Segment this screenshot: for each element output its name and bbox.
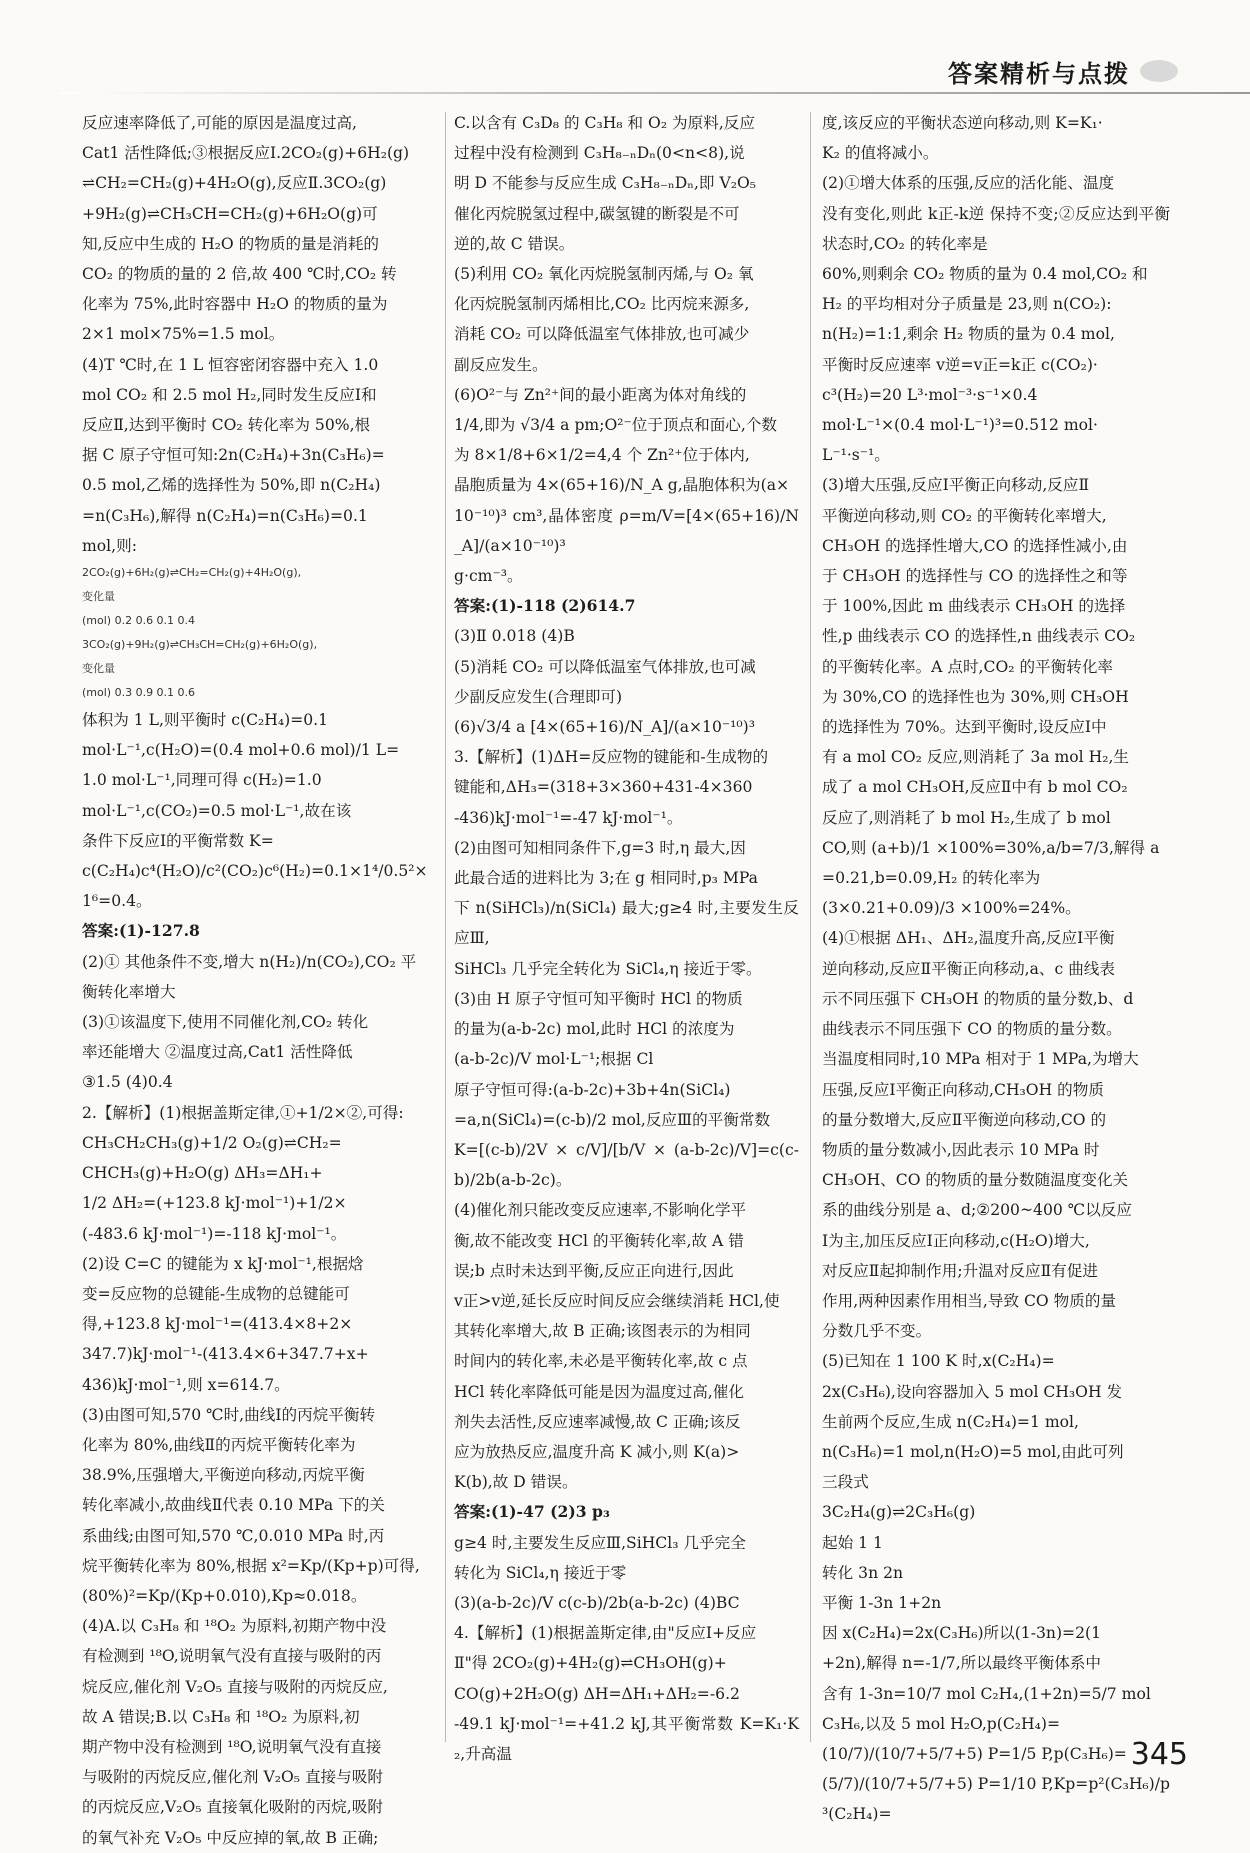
text-line: 答案:(1)-127.8: [82, 921, 200, 941]
text-line: -49.1 kJ·mol⁻¹=+41.2 kJ,其平衡常数 K=K₁·K₂,升高温: [454, 1714, 799, 1763]
text-line: (3)由 H 原子守恒可知平衡时 HCl 的物质: [454, 989, 743, 1008]
text-line: 1/2 ΔH₂=(+123.8 kJ·mol⁻¹)+1/2×: [82, 1194, 347, 1213]
text-line: (5)消耗 CO₂ 可以降低温室气体排放,也可减: [454, 657, 756, 676]
text-line: =0.21,b=0.09,H₂ 的转化率为: [822, 869, 1041, 888]
text-line: 其转化率增大,故 B 正确;该图表示的为相同: [454, 1322, 751, 1341]
text-line: 度,该反应的平衡状态逆向移动,则 K=K₁·: [822, 114, 1103, 132]
text-line: 逆向移动,反应Ⅱ平衡正向移动,a、c 曲线表: [822, 959, 1115, 978]
text-line: Ⅱ"得 2CO₂(g)+4H₂(g)⇌CH₃OH(g)+: [454, 1654, 727, 1673]
text-line: 烷反应,催化剂 V₂O₅ 直接与吸附的丙烷反应,: [82, 1677, 388, 1696]
text-line: 故 A 错误;B.以 C₃H₈ 和 ¹⁸O₂ 为原料,初: [82, 1707, 360, 1726]
text-line: 晶胞质量为 4×(65+16)/N_A g,晶胞体积为(a×: [454, 476, 790, 495]
text-line: 系曲线;由图可知,570 ℃,0.010 MPa 时,丙: [82, 1526, 385, 1545]
text-line: 化率为 80%,曲线Ⅱ的丙烷平衡转化率为: [82, 1435, 356, 1454]
text-line: 化丙烷脱氢制丙烯相比,CO₂ 比丙烷来源多,: [454, 295, 750, 314]
text-line: 时间内的转化率,未必是平衡转化率,故 c 点: [454, 1352, 748, 1371]
text-line: (10/7)/(10/7+5/7+5) P=1/5 P,p(C₃H₆)=: [822, 1744, 1127, 1763]
text-line: (mol) 0.2 0.6 0.1 0.4: [82, 614, 196, 628]
text-line: 三段式: [822, 1473, 869, 1492]
book-logo-icon: [1140, 60, 1178, 82]
text-line: H₂ 的平均相对分子质量是 23,则 n(CO₂):: [822, 295, 1112, 314]
text-line: n(H₂)=1:1,剩余 H₂ 物质的量为 0.4 mol,: [822, 325, 1115, 344]
text-line: 转化率减小,故曲线Ⅱ代表 0.10 MPa 下的关: [82, 1496, 385, 1515]
text-line: 3.【解析】(1)ΔH=反应物的键能和-生成物的: [454, 748, 769, 767]
text-line: 2x(C₃H₆),设向容器加入 5 mol CH₃OH 发: [822, 1382, 1123, 1401]
text-line: 2.【解析】(1)根据盖斯定律,①+1/2×②,可得:: [82, 1103, 404, 1122]
text-line: 3CO₂(g)+9H₂(g)⇌CH₃CH=CH₂(g)+6H₂O(g),: [82, 638, 318, 652]
text-line: 示不同压强下 CH₃OH 的物质的量分数,b、d: [822, 989, 1134, 1008]
text-line: 体积为 1 L,则平衡时 c(C₂H₄)=0.1: [82, 711, 329, 730]
text-line: 反应Ⅱ,达到平衡时 CO₂ 转化率为 50%,根: [82, 416, 371, 435]
text-line: 于 100%,因此 m 曲线表示 CH₃OH 的选择: [822, 597, 1126, 616]
text-line: 分数几乎不变。: [822, 1322, 932, 1341]
text-line: mol·L⁻¹×(0.4 mol·L⁻¹)³=0.512 mol·: [822, 416, 1098, 435]
page-number: 345: [1130, 1737, 1188, 1772]
text-line: 知,反应中生成的 H₂O 的物质的量是消耗的: [82, 234, 380, 253]
text-line: 转化为 SiCl₄,η 接近于零: [454, 1563, 627, 1582]
text-line: (2)设 C=C 的键能为 x kJ·mol⁻¹,根据焓: [82, 1254, 364, 1273]
text-line: 10⁻¹⁰)³ cm³,晶体密度 ρ=m/V=[4×(65+16)/N_A]/(a×10⁻¹⁰)³: [454, 506, 799, 555]
header-rule: [60, 92, 1250, 94]
text-line: 衡,故不能改变 HCl 的平衡转化率,故 A 错: [454, 1231, 744, 1250]
header-title: 答案精析与点拨: [948, 60, 1130, 88]
text-line: 38.9%,压强增大,平衡逆向移动,丙烷平衡: [82, 1466, 365, 1485]
text-line: (2)①增大体系的压强,反应的活化能、温度: [822, 174, 1115, 193]
text-line: 3C₂H₄(g)⇌2C₃H₆(g): [822, 1503, 976, 1522]
text-line: 剂失去活性,反应速率减慢,故 C 正确;该反: [454, 1412, 741, 1431]
text-line: (4)T ℃时,在 1 L 恒容密闭容器中充入 1.0: [82, 355, 379, 374]
text-line: CO₂ 的物质的量的 2 倍,故 400 ℃时,CO₂ 转: [82, 265, 397, 284]
text-line: (4)催化剂只能改变反应速率,不影响化学平: [454, 1201, 747, 1220]
text-line: (3)由图可知,570 ℃时,曲线Ⅰ的丙烷平衡转: [82, 1405, 376, 1424]
text-column-middle: [454, 108, 799, 1763]
text-line: 系的曲线分别是 a、d;②200~400 ℃以反应: [822, 1201, 1132, 1220]
text-line: (3)增大压强,反应Ⅰ平衡正向移动,反应Ⅱ: [822, 476, 1090, 495]
text-column-left: [82, 108, 437, 1847]
text-line: (5)已知在 1 100 K 时,x(C₂H₄)=: [822, 1352, 1055, 1371]
text-line: 期产物中没有检测到 ¹⁸O,说明氧气没有直接: [82, 1737, 382, 1756]
text-line: (3)①该温度下,使用不同催化剂,CO₂ 转化: [82, 1013, 369, 1032]
text-line: 平衡时反应速率 v逆=v正=k正 c(CO₂)·: [822, 355, 1098, 374]
text-line: 率还能增大 ②温度过高,Cat1 活性降低: [82, 1043, 353, 1062]
text-line: n(C₃H₆)=1 mol,n(H₂O)=5 mol,由此可列: [822, 1442, 1124, 1461]
text-line: 当温度相同时,10 MPa 相对于 1 MPa,为增大: [822, 1050, 1139, 1069]
text-line: 消耗 CO₂ 可以降低温室气体排放,也可减少: [454, 325, 750, 344]
text-line: C.以含有 C₃D₈ 的 C₃H₈ 和 O₂ 为原料,反应: [454, 114, 755, 132]
text-line: 347.7)kJ·mol⁻¹-(413.4×6+347.7+x+: [82, 1345, 369, 1364]
text-line: (5)利用 CO₂ 氧化丙烷脱氢制丙烯,与 O₂ 氧: [454, 265, 754, 284]
text-line: (2)① 其他条件不变,增大 n(H₂)/n(CO₂),CO₂ 平: [82, 952, 417, 971]
text-line: ③1.5 (4)0.4: [82, 1073, 173, 1092]
text-line: 变=反应物的总键能-生成物的总键能可: [82, 1284, 350, 1303]
text-line: mol CO₂ 和 2.5 mol H₂,同时发生反应Ⅰ和: [82, 385, 377, 404]
text-line: 436)kJ·mol⁻¹,则 x=614.7。: [82, 1375, 290, 1394]
text-line: 应为放热反应,温度升高 K 减小,则 K(a)>: [454, 1442, 740, 1461]
text-line: (80%)²=Kp/(Kp+0.010),Kp≈0.018。: [82, 1586, 367, 1605]
text-line: mol·L⁻¹,c(CO₂)=0.5 mol·L⁻¹,故在该: [82, 801, 352, 820]
text-line: HCl 转化率降低可能是因为温度过高,催化: [454, 1382, 744, 1401]
text-line: 起始 1 1: [822, 1533, 883, 1552]
text-line: 1.0 mol·L⁻¹,同理可得 c(H₂)=1.0: [82, 771, 322, 790]
text-line: ⇌CH₂=CH₂(g)+4H₂O(g),反应Ⅱ.3CO₂(g): [82, 174, 387, 193]
text-line: c(C₂H₄)c⁴(H₂O)/c²(CO₂)c⁶(H₂)=0.1×1⁴/0.5²×1⁶=0.4。: [82, 862, 428, 911]
text-line: K=[(c-b)/2V × c/V]/[b/V × (a-b-2c)/V]=c(c-b)/2b(a-b-2c)。: [454, 1140, 799, 1190]
text-line: K(b),故 D 错误。: [454, 1473, 578, 1492]
text-line: 的量分数增大,反应Ⅱ平衡逆向移动,CO 的: [822, 1110, 1107, 1129]
text-line: K₂ 的值将减小。: [822, 144, 939, 163]
text-line: g≥4 时,主要发生反应Ⅲ,SiHCl₃ 几乎完全: [454, 1533, 746, 1552]
text-line: 60%,则剩余 CO₂ 物质的量为 0.4 mol,CO₂ 和: [822, 265, 1148, 284]
text-line: +2n),解得 n=-1/7,所以最终平衡体系中: [822, 1654, 1101, 1673]
text-line: 生前两个反应,生成 n(C₂H₄)=1 mol,: [822, 1412, 1079, 1431]
text-line: 平衡逆向移动,则 CO₂ 的平衡转化率增大,: [822, 506, 1107, 525]
text-line: (mol) 0.3 0.9 0.1 0.6: [82, 686, 196, 700]
text-line: (-483.6 kJ·mol⁻¹)=-118 kJ·mol⁻¹。: [82, 1224, 347, 1243]
text-line: 少副反应发生(合理即可): [454, 687, 623, 706]
text-line: 条件下反应Ⅰ的平衡常数 K=: [82, 831, 274, 850]
text-line: 2×1 mol×75%=1.5 mol。: [82, 325, 285, 344]
text-line: 对反应Ⅱ起抑制作用;升温对反应Ⅱ有促进: [822, 1261, 1098, 1280]
text-line: 答案:(1)-47 (2)3 p₃: [454, 1502, 610, 1522]
text-line: 副反应发生。: [454, 355, 548, 374]
text-line: 转化 3n 2n: [822, 1563, 904, 1582]
text-line: (4)A.以 C₃H₈ 和 ¹⁸O₂ 为原料,初期产物中没: [82, 1617, 387, 1636]
text-line: 变化量: [82, 662, 115, 676]
text-line: 据 C 原子守恒可知:2n(C₂H₄)+3n(C₃H₆)=: [82, 446, 385, 465]
text-line: mol·L⁻¹,c(H₂O)=(0.4 mol+0.6 mol)/1 L=: [82, 741, 400, 760]
text-line: 性,p 曲线表示 CO 的选择性,n 曲线表示 CO₂: [822, 627, 1136, 646]
text-line: (a-b-2c)/V mol·L⁻¹;根据 Cl: [454, 1050, 654, 1069]
text-line: =a,n(SiCl₄)=(c-b)/2 mol,反应Ⅲ的平衡常数: [454, 1110, 771, 1129]
text-line: 物质的量分数减小,因此表示 10 MPa 时: [822, 1140, 1100, 1159]
text-line: 答案:(1)-118 (2)614.7: [454, 596, 636, 616]
text-line: 反应速率降低了,可能的原因是温度过高,: [82, 114, 358, 132]
text-line: 为 30%,CO 的选择性也为 30%,则 CH₃OH: [822, 687, 1129, 706]
text-line: g·cm⁻³。: [454, 567, 523, 586]
text-line: (3)Ⅱ 0.018 (4)B: [454, 627, 575, 646]
text-line: 压强,反应Ⅰ平衡正向移动,CH₃OH 的物质: [822, 1080, 1104, 1099]
text-line: (5/7)/(10/7+5/7+5) P=1/10 P,Kp=p²(C₃H₆)/p³(C₂H₄)=: [822, 1775, 1170, 1824]
text-line: 误;b 点时未达到平衡,反应正向进行,因此: [454, 1261, 734, 1280]
text-line: 1/4,即为 √3/4 a pm;O²⁻位于顶点和面心,个数: [454, 416, 778, 435]
text-line: 此最合适的进料比为 3;在 g 相同时,p₃ MPa: [454, 869, 758, 888]
text-line: mol,则:: [82, 536, 137, 555]
text-line: 有 a mol CO₂ 反应,则消耗了 3a mol H₂,生: [822, 748, 1130, 767]
text-line: 没有变化,则此 k正-k逆 保持不变;②反应达到平衡状态时,CO₂ 的转化率是: [822, 204, 1170, 253]
text-line: 化率为 75%,此时容器中 H₂O 的物质的量为: [82, 295, 388, 314]
text-line: (6)O²⁻与 Zn²⁺间的最小距离为体对角线的: [454, 385, 747, 404]
text-line: 与吸附的丙烷反应,催化剂 V₂O₅ 直接与吸附: [82, 1768, 383, 1787]
text-line: c³(H₂)=20 L³·mol⁻³·s⁻¹×0.4: [822, 385, 1038, 404]
text-line: CH₃CH₂CH₃(g)+1/2 O₂(g)⇌CH₂=: [82, 1133, 342, 1152]
text-line: 逆的,故 C 错误。: [454, 234, 575, 253]
text-line: C₃H₆,以及 5 mol H₂O,p(C₂H₄)=: [822, 1714, 1061, 1733]
text-line: SiHCl₃ 几乎完全转化为 SiCl₄,η 接近于零。: [454, 959, 762, 978]
column-divider: [810, 112, 811, 1742]
text-line: 催化丙烷脱氢过程中,碳氢键的断裂是不可: [454, 204, 740, 223]
text-line: 原子守恒可得:(a-b-2c)+3b+4n(SiCl₄): [454, 1080, 731, 1099]
text-line: 的平衡转化率。A 点时,CO₂ 的平衡转化率: [822, 657, 1114, 676]
text-line: Cat1 活性降低;③根据反应Ⅰ.2CO₂(g)+6H₂(g): [82, 144, 410, 163]
text-line: (2)由图可知相同条件下,g=3 时,η 最大,因: [454, 838, 746, 857]
text-line: 作用,两种因素作用相当,导致 CO 物质的量: [822, 1291, 1117, 1310]
text-line: (3×0.21+0.09)/3 ×100%=24%。: [822, 899, 1081, 918]
text-line: 4.【解析】(1)根据盖斯定律,由"反应Ⅰ+反应: [454, 1624, 757, 1643]
text-line: 键能和,ΔH₃=(318+3×360+431-4×360: [454, 778, 753, 797]
text-line: 的选择性为 70%。达到平衡时,设反应Ⅰ中: [822, 718, 1107, 737]
text-line: 2CO₂(g)+6H₂(g)⇌CH₂=CH₂(g)+4H₂O(g),: [82, 566, 302, 580]
text-line: 烷平衡转化率为 80%,根据 x²=Kp/(Kp+p)可得,: [82, 1556, 420, 1575]
text-line: +9H₂(g)⇌CH₃CH=CH₂(g)+6H₂O(g)可: [82, 204, 378, 223]
text-line: CO(g)+2H₂O(g) ΔH=ΔH₁+ΔH₂=-6.2: [454, 1684, 740, 1703]
text-line: (3)(a-b-2c)/V c(c-b)/2b(a-b-2c) (4)BC: [454, 1593, 740, 1612]
text-line: Ⅰ为主,加压反应Ⅰ正向移动,c(H₂O)增大,: [822, 1231, 1090, 1250]
text-line: 曲线表示不同压强下 CO 的物质的量分数。: [822, 1020, 1122, 1039]
text-line: 成了 a mol CH₃OH,反应Ⅱ中有 b mol CO₂: [822, 778, 1128, 797]
text-line: 下 n(SiHCl₃)/n(SiCl₄) 最大;g≥4 时,主要发生反应Ⅲ,: [454, 899, 799, 948]
text-line: (6)√3/4 a [4×(65+16)/N_A]/(a×10⁻¹⁰)³: [454, 718, 755, 737]
text-line: 于 CH₃OH 的选择性与 CO 的选择性之和等: [822, 567, 1128, 586]
column-divider: [445, 112, 446, 1742]
text-line: 的量为(a-b-2c) mol,此时 HCl 的浓度为: [454, 1020, 735, 1039]
text-line: 得,+123.8 kJ·mol⁻¹=(413.4×8+2×: [82, 1315, 353, 1334]
text-line: -436)kJ·mol⁻¹=-47 kJ·mol⁻¹。: [454, 808, 683, 827]
text-line: 反应了,则消耗了 b mol H₂,生成了 b mol: [822, 808, 1111, 827]
text-line: v正>v逆,延长反应时间反应会继续消耗 HCl,使: [454, 1291, 780, 1310]
text-line: CH₃OH、CO 的物质的量分数随温度变化关: [822, 1171, 1129, 1190]
text-line: CH₃OH 的选择性增大,CO 的选择性减小,由: [822, 536, 1128, 555]
text-line: 明 D 不能参与反应生成 C₃H₈₋ₙDₙ,即 V₂O₅: [454, 174, 757, 193]
text-line: L⁻¹·s⁻¹。: [822, 446, 890, 465]
text-line: 0.5 mol,乙烯的选择性为 50%,即 n(C₂H₄): [82, 476, 381, 495]
page-header: [0, 48, 1250, 98]
text-line: 为 8×1/8+6×1/2=4,4 个 Zn²⁺位于体内,: [454, 446, 750, 465]
text-line: CO,则 (a+b)/1 ×100%=30%,a/b=7/3,解得 a: [822, 838, 1160, 857]
text-line: 因 x(C₂H₄)=2x(C₃H₆)所以(1-3n)=2(1: [822, 1624, 1102, 1643]
text-line: 的丙烷反应,V₂O₅ 直接氧化吸附的丙烷,吸附: [82, 1798, 383, 1817]
text-line: 的氧气补充 V₂O₅ 中反应掉的氧,故 B 正确;: [82, 1828, 379, 1847]
text-line: 变化量: [82, 590, 115, 604]
text-line: 含有 1-3n=10/7 mol C₂H₄,(1+2n)=5/7 mol: [822, 1684, 1151, 1703]
text-line: 平衡 1-3n 1+2n: [822, 1593, 942, 1612]
text-line: CHCH₃(g)+H₂O(g) ΔH₃=ΔH₁+: [82, 1164, 323, 1183]
text-line: 有检测到 ¹⁸O,说明氧气没有直接与吸附的丙: [82, 1647, 382, 1666]
text-line: 过程中没有检测到 C₃H₈₋ₙDₙ(0<n<8),说: [454, 144, 745, 163]
text-line: =n(C₃H₆),解得 n(C₂H₄)=n(C₃H₆)=0.1: [82, 506, 368, 525]
text-line: 衡转化率增大: [82, 982, 176, 1001]
text-line: (4)①根据 ΔH₁、ΔH₂,温度升高,反应Ⅰ平衡: [822, 929, 1115, 948]
